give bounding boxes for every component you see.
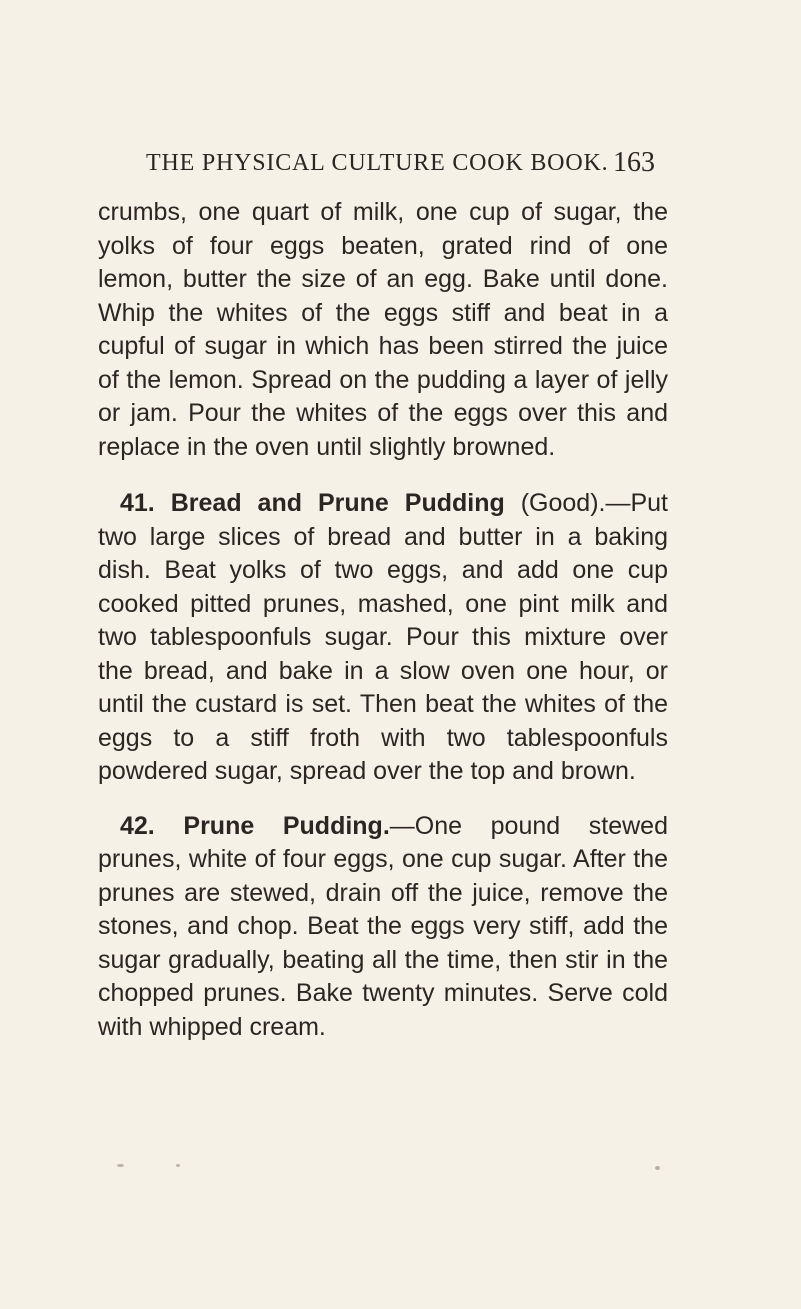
recipe-41-title: Bread and Prune Pudding [170,489,505,517]
paper-speck [176,1164,180,1167]
recipe-42-body: —One pound stewed prunes, white of four eggs, one cup sugar. After the prunes are stewed, drain off the juice, remove the stones, and chop. Beat the eggs very stiff, add the sugar gradually, beating all the time, then stir in the chopped prunes. Bake twenty minutes. Serve cold with whipped cream. [98,811,668,1041]
recipe-text [98,196,668,1044]
recipe-41-number: 41. [120,489,155,517]
paper-speck [117,1164,124,1167]
page-number: 163 [613,147,655,178]
recipe-42-paragraph [98,810,668,1045]
recipe-41-qualifier: (Good). [504,489,606,517]
recipe-42-number: 42. [120,811,155,840]
recipe-41-body: —Put two large slices of bread and butter in a baking dish. Beat yolks of two eggs, and add one cup cooked pitted prunes, mashed, one pint milk and two tablespoonfuls sugar. Pour this mixture over the bread, and bake in a slow oven one hour, or until the custard is set. Then beat the whites of the eggs to a stiff froth with two tablespoonfuls powdered sugar, spread over the top and brown. [98,489,668,785]
paper-speck [655,1166,660,1170]
running-title: THE PHYSICAL CULTURE COOK BOOK. [146,150,609,176]
recipe-41-paragraph [98,487,668,789]
continued-recipe-paragraph: crumbs, one quart of milk, one cup of sugar, the yolks of four eggs beaten, grated rind of one lemon, butter the size of an egg. Bake until done. Whip the whites of the eggs stiff and beat in a cupful of sugar in which has been stirred the juice of the lemon. Spread on the pudding a layer of jelly or jam. Pour the whites of the eggs over this and replace in the oven until slightly browned. [98,198,668,461]
recipe-42-title: Prune Pudding. [183,811,390,840]
running-header [0,148,801,178]
